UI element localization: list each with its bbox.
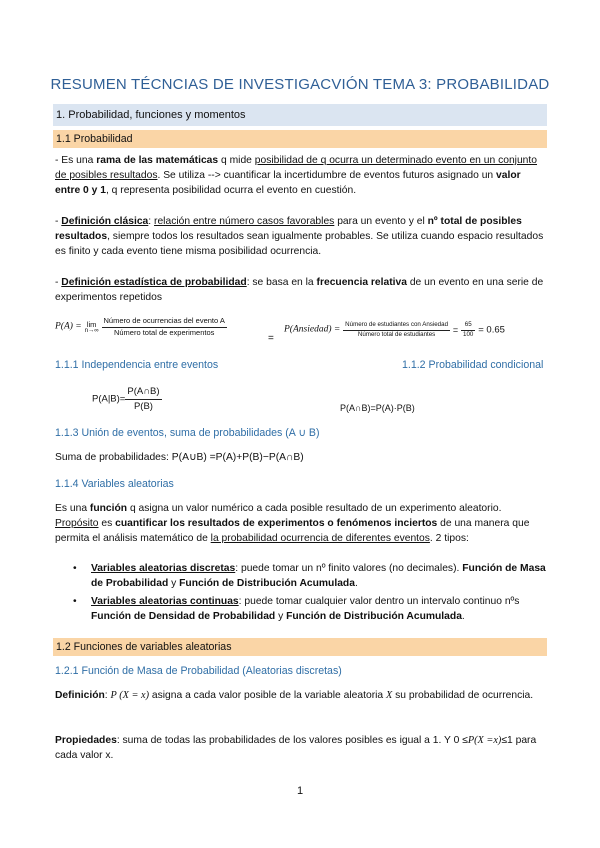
text-run: es [98, 517, 116, 529]
formula-equals: = [452, 324, 459, 335]
text-run: . [354, 577, 358, 589]
text-run: para un evento y el [334, 216, 428, 227]
bold-run: rama de las matemáticas [96, 155, 219, 166]
text-run: , q representa posibilidad ocurra el evento en cuestión. [105, 184, 357, 196]
limit-subscript: n→∞ [84, 327, 99, 335]
subheading-1-2-1: 1.2.1 Función de Masa de Probabilidad (Aleatorias discretas) [55, 665, 342, 677]
text-run: ≤1 para cada valor x. [55, 735, 537, 761]
text-run: - [55, 216, 62, 227]
bold-run: nº total de posibles resultados [55, 216, 522, 242]
text-run: q mide [218, 155, 255, 166]
paragraph-sum-probabilities: Suma de probabilidades: P(A∪B) =P(A)+P(B)−P(A∩B) [55, 452, 304, 463]
section-heading-1-1: 1.1 Probabilidad [53, 130, 547, 148]
limit-operator [85, 321, 99, 335]
text-run: y [168, 577, 180, 589]
bold-underlined-run: Definición clásica [61, 216, 149, 227]
formula-conditional: P(A∩B)=P(A)·P(B) [340, 403, 415, 413]
list-item [55, 595, 547, 625]
formula-equals-sign: = [268, 333, 274, 344]
fraction-denominator: Número total de estudiantes [357, 330, 436, 338]
text-run: : puede tomar un nº finito valores (no decimales). [235, 563, 463, 574]
bold-run: Propiedades [55, 735, 117, 746]
subheading-1-1-4: 1.1.4 Variables aleatorias [55, 478, 174, 490]
subheading-1-1-2: 1.1.2 Probabilidad condicional [402, 359, 544, 371]
text-run: : suma de todas las probabilidades de los valores posibles es igual a 1. Y 0 ≤ [116, 735, 468, 746]
formula-lhs: P(A) = [55, 321, 82, 332]
text-run: de una manera que permita el análisis matemático de [55, 517, 530, 544]
fraction-numerator: Número de estudiantes con Ansiedad [343, 321, 450, 331]
bold-run: frecuencia relativa [316, 277, 407, 288]
underlined-run: Propósito [55, 517, 99, 529]
text-run: : [104, 690, 111, 701]
fraction-denominator: Número total de experimentos [113, 327, 215, 337]
bold-run: Función de Distribución Acumulada [179, 577, 355, 589]
formula-result: = 0.65 [478, 324, 505, 336]
section-heading-1: 1. Probabilidad, funciones y momentos [53, 104, 547, 126]
fraction-numerator: P(A∩B) [125, 385, 161, 400]
text-run: : puede tomar cualquier valor dentro un intervalo continuo nºs [238, 595, 520, 607]
bold-run: Función de Masa de Probabilidad [91, 563, 546, 589]
paragraph-probability-intro [55, 154, 547, 199]
text-run: q asigna un valor numérico a cada posible resultado de un experimento aleatorio. [127, 503, 502, 514]
subheading-1-1-3: 1.1.3 Unión de eventos, suma de probabilidades (A ∪ B) [55, 427, 320, 439]
bold-run: función [89, 503, 128, 514]
bold-run: valor entre 0 y 1 [55, 169, 521, 196]
random-variable-types-list [55, 562, 547, 625]
text-run: de un evento en una serie de experimentos repetidos [55, 277, 544, 303]
page-number: 1 [296, 785, 304, 797]
underlined-run: la probabilidad ocurrencia de diferentes eventos [210, 532, 430, 544]
formula-number-fraction [461, 321, 475, 340]
formula-fraction [343, 321, 450, 340]
bold-run: cuantificar los resultados de experimentos o fenómenos inciertos [115, 517, 438, 529]
text-run: . 2 tipos: [429, 532, 469, 544]
formula-anxiety-example [284, 321, 505, 340]
bold-run: Función de Densidad de Probabilidad [91, 610, 276, 622]
fraction-numerator: 65 [461, 321, 475, 331]
bold-underlined-run: Variables aleatorias discretas [91, 563, 236, 574]
list-item [55, 562, 547, 592]
fraction-denominator: P(B) [133, 400, 153, 412]
paragraph-classic-definition [55, 215, 547, 260]
section-heading-1-2: 1.2 Funciones de variables aleatorias [53, 638, 547, 656]
paragraph-pmf-properties [55, 734, 547, 764]
bullet-glyph: • [73, 563, 77, 574]
paragraph-statistical-definition [55, 276, 547, 306]
text-run: : se basa en la [246, 277, 317, 288]
text-run: . [461, 610, 465, 622]
text-run: y [275, 610, 287, 622]
math-run: P(X =x) [467, 735, 502, 746]
bold-run: Definición [55, 690, 105, 701]
paragraph-random-variables [55, 502, 547, 547]
document-title: RESUMEN TÉCNCIAS DE INVESTIGACVIÓN TEMA 3: PROBABILIDAD [50, 76, 550, 93]
underlined-run: relación entre número casos favorables [154, 216, 335, 227]
text-run: - Es una [55, 155, 97, 166]
text-run: . Se utiliza --> cuantificar la incertidumbre de eventos futuros asignado un [157, 169, 497, 181]
math-run: P (X = x) [110, 690, 150, 701]
limit-label: lim [86, 319, 97, 329]
bold-underlined-run: Variables aleatorias continuas [91, 595, 239, 607]
formula-fraction [125, 385, 161, 414]
formula-lhs: P(A|B)= [92, 393, 126, 405]
formula-statistical-probability [55, 316, 227, 339]
paragraph-pmf-definition [55, 689, 547, 704]
bold-underlined-run: Definición estadística de probabilidad [61, 277, 247, 288]
text-run: Es una [55, 503, 90, 514]
formula-independence [92, 385, 162, 414]
text-run: : [148, 216, 155, 227]
formula-lhs: P(Ansiedad) = [284, 324, 341, 335]
bullet-glyph: • [73, 595, 77, 607]
text-run: - [55, 277, 62, 288]
fraction-numerator: Número de ocurrencias del evento A [102, 316, 227, 328]
underlined-run: posibilidad de q ocurra un determinado evento en un conjunto de posibles resultados [55, 155, 538, 181]
text-run: su probabilidad de ocurrencia. [392, 690, 534, 701]
formula-fraction [102, 316, 227, 339]
fraction-denominator: 100 [463, 330, 474, 338]
bold-run: Función de Distribución Acumulada [286, 610, 462, 622]
text-run: , siempre todos los resultados sean igualmente probables. Se utiliza cuando espacio resultados es finito y cada evento tiene misma posibilidad ocurrencia. [55, 230, 544, 257]
math-run: X [386, 690, 393, 701]
text-run: asigna a cada valor posible de la variable aleatoria [149, 690, 386, 701]
subheading-1-1-1: 1.1.1 Independencia entre eventos [55, 359, 219, 371]
